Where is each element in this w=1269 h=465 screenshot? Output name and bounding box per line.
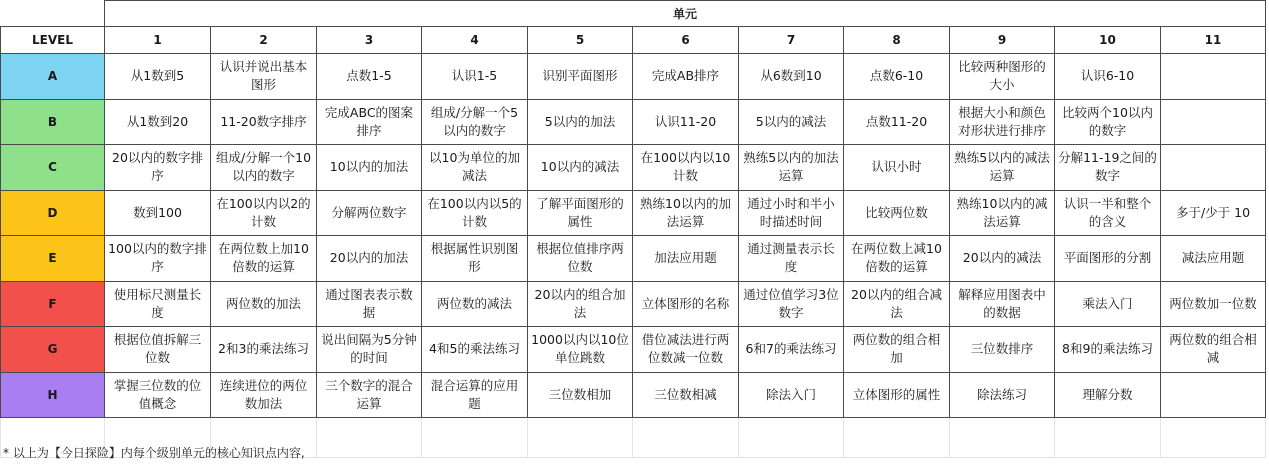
- table-cell: 根据位值拆解三位数: [105, 327, 211, 373]
- unit-header-4: 4: [422, 27, 528, 54]
- level-label: H: [1, 372, 105, 418]
- table-cell: 通过图表表示数据: [317, 281, 422, 327]
- table-cell: 认识一半和整个的含义: [1055, 190, 1161, 236]
- table-cell: 点数6-10: [844, 54, 950, 100]
- empty-cell: [950, 418, 1055, 458]
- unit-header-6: 6: [633, 27, 739, 54]
- table-cell: 两位数加一位数: [1161, 281, 1266, 327]
- table-cell: 认识11-20: [633, 99, 739, 145]
- table-cell: 在100以内以10计数: [633, 145, 739, 191]
- level-label: B: [1, 99, 105, 145]
- table-cell: 立体图形的名称: [633, 281, 739, 327]
- table-cell: 除法入门: [739, 372, 844, 418]
- table-cell: 在100以内以5的计数: [422, 190, 528, 236]
- table-cell: 通过位值学习3位数字: [739, 281, 844, 327]
- table-cell: 除法练习: [950, 372, 1055, 418]
- table-cell: [1161, 99, 1266, 145]
- table-cell: 比较两个10以内的数字: [1055, 99, 1161, 145]
- table-cell: 识别平面图形: [528, 54, 633, 100]
- level-row-E: [1, 236, 1266, 282]
- footnote: * 以上为【今日探险】内每个级别单元的核心知识点内容,: [3, 446, 305, 460]
- table-cell: 完成ABC的图案排序: [317, 99, 422, 145]
- table-cell: 理解分数: [1055, 372, 1161, 418]
- empty-cell: [1161, 418, 1266, 458]
- table-cell: 减法应用题: [1161, 236, 1266, 282]
- unit-title: 单元: [105, 1, 1266, 27]
- table-cell: 比较两位数: [844, 190, 950, 236]
- table-cell: 解释应用图表中的数据: [950, 281, 1055, 327]
- table-cell: 借位减法进行两位数减一位数: [633, 327, 739, 373]
- table-cell: 从6数到10: [739, 54, 844, 100]
- table-cell: 20以内的组合加法: [528, 281, 633, 327]
- table-cell: 两位数的组合相加: [844, 327, 950, 373]
- table-cell: 8和9的乘法练习: [1055, 327, 1161, 373]
- table-cell: 20以内的数字排序: [105, 145, 211, 191]
- table-cell: 比较两种图形的大小: [950, 54, 1055, 100]
- table-cell: 10以内的加法: [317, 145, 422, 191]
- table-cell: 三位数相加: [528, 372, 633, 418]
- table-cell: 了解平面图形的属性: [528, 190, 633, 236]
- unit-header-8: 8: [844, 27, 950, 54]
- table-cell: 6和7的乘法练习: [739, 327, 844, 373]
- table-cell: 多于/少于 10: [1161, 190, 1266, 236]
- table-cell: 两位数的加法: [211, 281, 317, 327]
- level-row-C: [1, 145, 1266, 191]
- table-cell: 从1数到20: [105, 99, 211, 145]
- table-cell: 使用标尺测量长度: [105, 281, 211, 327]
- unit-header-7: 7: [739, 27, 844, 54]
- table-cell: 三位数相减: [633, 372, 739, 418]
- unit-header-5: 5: [528, 27, 633, 54]
- table-cell: 根据大小和颜色对形状进行排序: [950, 99, 1055, 145]
- table-cell: 熟练10以内的减法运算: [950, 190, 1055, 236]
- table-cell: 混合运算的应用题: [422, 372, 528, 418]
- table-cell: 平面图形的分割: [1055, 236, 1161, 282]
- table-cell: 组成/分解一个5以内的数字: [422, 99, 528, 145]
- empty-cell: [528, 418, 633, 458]
- level-label: G: [1, 327, 105, 373]
- table-cell: 熟练10以内的加法运算: [633, 190, 739, 236]
- level-row-F: [1, 281, 1266, 327]
- table-cell: 说出间隔为5分钟的时间: [317, 327, 422, 373]
- table-cell: 11-20数字排序: [211, 99, 317, 145]
- table-cell: 1000以内以10位单位跳数: [528, 327, 633, 373]
- table-cell: 认识并说出基本图形: [211, 54, 317, 100]
- table-cell: 100以内的数字排序: [105, 236, 211, 282]
- empty-cell: [422, 418, 528, 458]
- table-cell: 两位数的组合相减: [1161, 327, 1266, 373]
- table-cell: 认识6-10: [1055, 54, 1161, 100]
- table-cell: 10以内的减法: [528, 145, 633, 191]
- title-row: [1, 1, 1266, 27]
- table-cell: 在两位数上加10倍数的运算: [211, 236, 317, 282]
- unit-header-2: 2: [211, 27, 317, 54]
- table-cell: 20以内的减法: [950, 236, 1055, 282]
- table-cell: 加法应用题: [633, 236, 739, 282]
- table-cell: 根据属性识别图形: [422, 236, 528, 282]
- unit-header-1: 1: [105, 27, 211, 54]
- level-row-G: [1, 327, 1266, 373]
- table-cell: 20以内的组合减法: [844, 281, 950, 327]
- table-cell: 在100以内以2的计数: [211, 190, 317, 236]
- table-cell: 5以内的加法: [528, 99, 633, 145]
- empty-cell: [317, 418, 422, 458]
- unit-header-9: 9: [950, 27, 1055, 54]
- level-label: C: [1, 145, 105, 191]
- table-cell: 立体图形的属性: [844, 372, 950, 418]
- table-cell: 掌握三位数的位值概念: [105, 372, 211, 418]
- level-header: LEVEL: [1, 27, 105, 54]
- table-cell: 通过小时和半小时描述时间: [739, 190, 844, 236]
- level-label: D: [1, 190, 105, 236]
- table-cell: 两位数的减法: [422, 281, 528, 327]
- table-cell: 三个数字的混合运算: [317, 372, 422, 418]
- table-cell: 分解11-19之间的数字: [1055, 145, 1161, 191]
- empty-cell: [1055, 418, 1161, 458]
- table-cell: 在两位数上减10倍数的运算: [844, 236, 950, 282]
- table-cell: 2和3的乘法练习: [211, 327, 317, 373]
- table-cell: 认识小时: [844, 145, 950, 191]
- table-cell: 通过测量表示长度: [739, 236, 844, 282]
- header-row: [1, 27, 1266, 54]
- level-label: F: [1, 281, 105, 327]
- empty-cell: [739, 418, 844, 458]
- corner-cell: [1, 1, 105, 27]
- level-row-B: [1, 99, 1266, 145]
- table-cell: 分解两位数字: [317, 190, 422, 236]
- table-cell: 4和5的乘法练习: [422, 327, 528, 373]
- table-cell: 5以内的减法: [739, 99, 844, 145]
- table-cell: [1161, 54, 1266, 100]
- table-cell: 点数11-20: [844, 99, 950, 145]
- table-cell: [1161, 145, 1266, 191]
- table-cell: 20以内的加法: [317, 236, 422, 282]
- table-cell: 从1数到5: [105, 54, 211, 100]
- table-cell: 点数1-5: [317, 54, 422, 100]
- table-cell: 完成AB排序: [633, 54, 739, 100]
- table-cell: 熟练5以内的减法运算: [950, 145, 1055, 191]
- level-label: E: [1, 236, 105, 282]
- table-cell: 数到100: [105, 190, 211, 236]
- level-label: A: [1, 54, 105, 100]
- level-row-H: [1, 372, 1266, 418]
- table-cell: 组成/分解一个10以内的数字: [211, 145, 317, 191]
- table-cell: 根据位值排序两位数: [528, 236, 633, 282]
- table-cell: 乘法入门: [1055, 281, 1161, 327]
- unit-header-11: 11: [1161, 27, 1266, 54]
- empty-cell: [633, 418, 739, 458]
- table-cell: 连续进位的两位数加法: [211, 372, 317, 418]
- table-cell: 三位数排序: [950, 327, 1055, 373]
- level-row-A: [1, 54, 1266, 100]
- table-cell: 认识1-5: [422, 54, 528, 100]
- unit-header-10: 10: [1055, 27, 1161, 54]
- table-cell: 熟练5以内的加法运算: [739, 145, 844, 191]
- table-cell: [1161, 372, 1266, 418]
- table-cell: 以10为单位的加减法: [422, 145, 528, 191]
- level-row-D: [1, 190, 1266, 236]
- empty-cell: [844, 418, 950, 458]
- unit-header-3: 3: [317, 27, 422, 54]
